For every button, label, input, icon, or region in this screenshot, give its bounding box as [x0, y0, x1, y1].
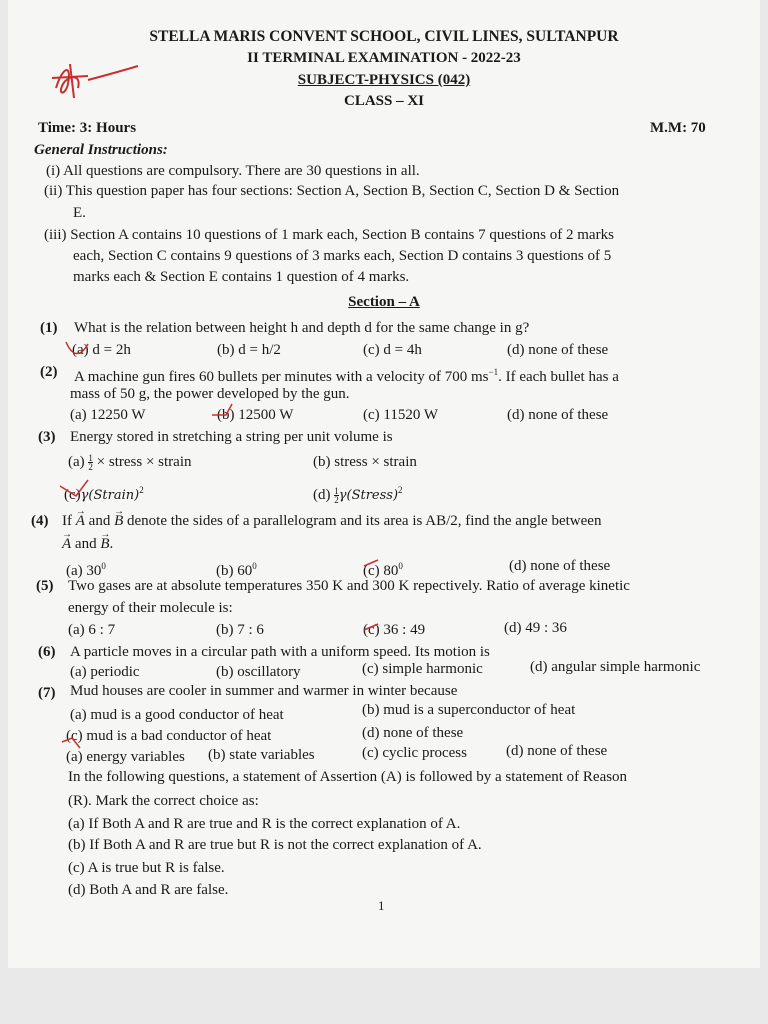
q3-option-d: (d) $\frac{1}{2}$ γ(Stress)$^2$ — [313, 485, 403, 506]
q8-option-c: (c) cyclic process — [362, 745, 467, 761]
q2-number: (2) — [40, 364, 58, 380]
q1-number: (1) — [40, 320, 58, 336]
q3-option-c: (c)γ(Strain)$^2$ — [64, 485, 144, 503]
q5-option-c: (c) 36 : 49 — [363, 622, 426, 638]
q5-option-a: (a) 6 : 7 — [68, 622, 116, 638]
q7-option-b: (b) mud is a superconductor of heat — [362, 702, 576, 718]
q4-option-a: (a) $30^0$ — [66, 561, 106, 579]
q7-text: Mud houses are cooler in summer and warmer in winter because — [70, 683, 458, 699]
q4-text-line2: → A and → B. — [62, 535, 113, 553]
q4-option-c: (c) $80^0$ — [363, 561, 403, 579]
q2-option-b: (b) 12500 W — [217, 407, 294, 423]
max-marks: M.M: 70 — [650, 120, 706, 136]
q3-option-b: (b) stress × strain — [313, 454, 417, 470]
q8-option-d: (d) none of these — [506, 743, 608, 759]
instructions-heading: General Instructions: — [34, 142, 168, 158]
q7-option-c: (c) mud is a bad conductor of heat — [66, 728, 272, 744]
assertion-intro-line1: In the following questions, a statement of Assertion (A) is followed by a statement of Reason — [68, 769, 628, 785]
q1-option-b: (b) d = h/2 — [217, 342, 281, 358]
q5-option-b: (b) 7 : 6 — [216, 622, 264, 638]
instruction-i: (i) All questions are compulsory. There are 30 questions in all. — [46, 163, 420, 179]
q6-option-a: (a) periodic — [70, 664, 140, 680]
q5-text-line2: energy of their molecule is: — [68, 600, 233, 616]
exam-title: II TERMINAL EXAMINATION - 2022-23 — [247, 50, 521, 66]
q5-text-line1: Two gases are at absolute temperatures 350 K and 300 K repectively. Ratio of average kinetic — [68, 578, 630, 594]
assertion-intro-line2: (R). Mark the correct choice as: — [68, 793, 259, 809]
q8-option-a: (a) energy variables — [66, 749, 185, 765]
q2-option-c: (c) 11520 W — [363, 407, 438, 423]
q1-option-a: (a) d = 2h — [72, 342, 131, 358]
assertion-option-a: (a) If Both A and R are true and R is the correct explanation of A. — [68, 816, 461, 832]
q3-number: (3) — [38, 429, 56, 445]
q2-text-line2: mass of 50 g, the power developed by the gun. — [70, 386, 350, 402]
q2-option-a: (a) 12250 W — [70, 407, 146, 423]
q2-option-d: (d) none of these — [507, 407, 609, 423]
q4-number: (4) — [31, 513, 49, 529]
q4-option-d: (d) none of these — [509, 558, 611, 574]
time-label: Time: 3: Hours — [38, 120, 137, 136]
q1-option-d: (d) none of these — [507, 342, 609, 358]
q2-text-line1: A machine gun fires 60 bullets per minutes with a velocity of 700 $ms^{-1}$. If each bullet has a — [74, 367, 619, 385]
instruction-iii-line1: (iii) Section A contains 10 questions of 1 mark each, Section B contains 7 questions of 2 marks — [44, 227, 614, 243]
school-name: STELLA MARIS CONVENT SCHOOL, CIVIL LINES, SULTANPUR — [149, 28, 619, 45]
q1-option-c: (c) d = 4h — [363, 342, 422, 358]
q4-option-b: (b) $60^0$ — [216, 561, 257, 579]
q8-option-b: (b) state variables — [208, 747, 315, 763]
q5-option-d: (d) 49 : 36 — [504, 620, 567, 636]
q3-text: Energy stored in stretching a string per unit volume is — [70, 429, 393, 445]
q6-option-c: (c) simple harmonic — [362, 661, 483, 677]
q7-number: (7) — [38, 685, 56, 701]
q1-text: What is the relation between height h and depth d for the same change in g? — [74, 320, 530, 336]
instruction-iii-line3: marks each & Section E contains 1 question of 4 marks. — [73, 269, 410, 285]
q4-text-line1: If → A and → B denote the sides of a parallelogram and its area is AB/2, find the angle between — [62, 512, 601, 530]
q6-text: A particle moves in a circular path with a uniform speed. Its motion is — [70, 644, 490, 660]
q7-option-d: (d) none of these — [362, 725, 464, 741]
q7-option-a: (a) mud is a good conductor of heat — [70, 707, 284, 723]
q6-option-b: (b) oscillatory — [216, 664, 301, 680]
q6-number: (6) — [38, 644, 56, 660]
assertion-option-b: (b) If Both A and R are true but R is not the correct explanation of A. — [68, 837, 482, 853]
assertion-option-c: (c) A is true but R is false. — [68, 860, 225, 876]
q6-option-d: (d) angular simple harmonic — [530, 659, 701, 675]
subject-title: SUBJECT-PHYSICS (042) — [297, 72, 471, 88]
section-a-title: Section – A — [348, 294, 420, 310]
class-title: CLASS – XI — [343, 93, 425, 109]
instruction-ii-line1: (ii) This question paper has four sections: Section A, Section B, Section C, Section D & Section — [44, 183, 620, 199]
q5-number: (5) — [36, 578, 54, 594]
page-number: 1 — [378, 898, 385, 913]
q3-option-a: (a) $\frac{1}{2}$ × stress × strain — [68, 453, 192, 473]
assertion-option-d: (d) Both A and R are false. — [68, 882, 229, 898]
instruction-ii-line2: E. — [73, 205, 86, 221]
instruction-iii-line2: each, Section C contains 9 questions of 3 marks each, Section D contains 3 questions of 5 — [73, 248, 612, 264]
